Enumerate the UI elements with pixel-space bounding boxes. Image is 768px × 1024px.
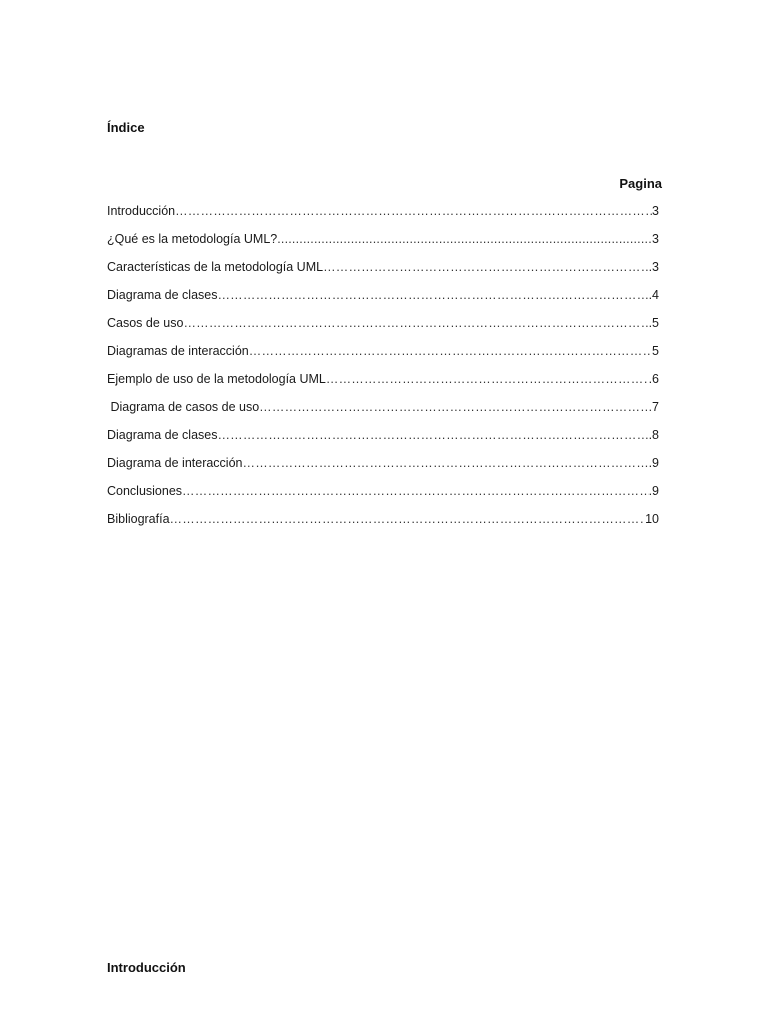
toc-entry [107,315,659,343]
toc-entry [107,287,659,315]
toc-entry [107,511,659,539]
toc-entry-page-number: 3 [652,204,659,218]
introduction-heading: Introducción [107,960,186,975]
toc-entry-label: Conclusiones [107,484,183,498]
toc-entry-label: ¿Qué es la metodología UML? [107,232,278,246]
toc-entry-label: Ejemplo de uso de la metodología UML [107,372,326,386]
toc-entry [107,427,659,455]
toc-dot-leader [249,343,652,359]
toc-dot-leader [175,203,652,219]
toc-entry-label: Introducción [107,204,176,218]
toc-entry [107,483,659,511]
toc-entry-label: Bibliografía [107,512,170,526]
toc-entry-label: Diagrama de clases [107,288,218,302]
toc-entry-page-number: .4 [648,288,659,302]
toc-entry [107,455,659,483]
toc-entry [107,399,659,427]
toc-entry-label: Diagramas de interacción [107,344,249,358]
toc-entry-page-number: 7 [652,400,659,414]
toc-entry-page-number: .6 [648,372,659,386]
toc-dot-leader [217,427,648,443]
page-column-label: Pagina [619,176,662,191]
toc-entry [107,371,659,399]
toc-dot-leader [326,371,649,387]
toc-dot-leader [243,455,649,471]
toc-entry [107,343,659,371]
toc-entry-label: Diagrama de casos de uso [107,400,260,414]
toc-dot-leader [183,315,648,331]
toc-entry-page-number: 3 [652,232,659,246]
toc-entry-page-number: .3 [648,260,659,274]
toc-entry [107,259,659,287]
toc-entry-label: Casos de uso [107,316,184,330]
toc-entry-label: Diagrama de clases [107,428,218,442]
toc-dot-leader [217,287,648,303]
toc-entry-label: Características de la metodología UML [107,260,324,274]
toc-entry-page-number: .9 [648,456,659,470]
toc-dot-leader [277,231,652,247]
table-of-contents [107,203,659,539]
toc-entry [107,203,659,231]
toc-dot-leader [182,483,649,499]
toc-entry [107,231,659,259]
toc-dot-leader [323,259,648,275]
toc-dot-leader [259,399,652,415]
toc-entry-page-number: .9 [648,484,659,498]
toc-entry-page-number: 10 [645,512,659,526]
toc-entry-page-number: .8 [648,428,659,442]
index-title: Índice [107,120,145,135]
toc-entry-page-number: 5 [652,344,659,358]
toc-dot-leader [170,511,646,527]
toc-entry-label: Diagrama de interacción [107,456,243,470]
toc-entry-page-number: .5 [648,316,659,330]
